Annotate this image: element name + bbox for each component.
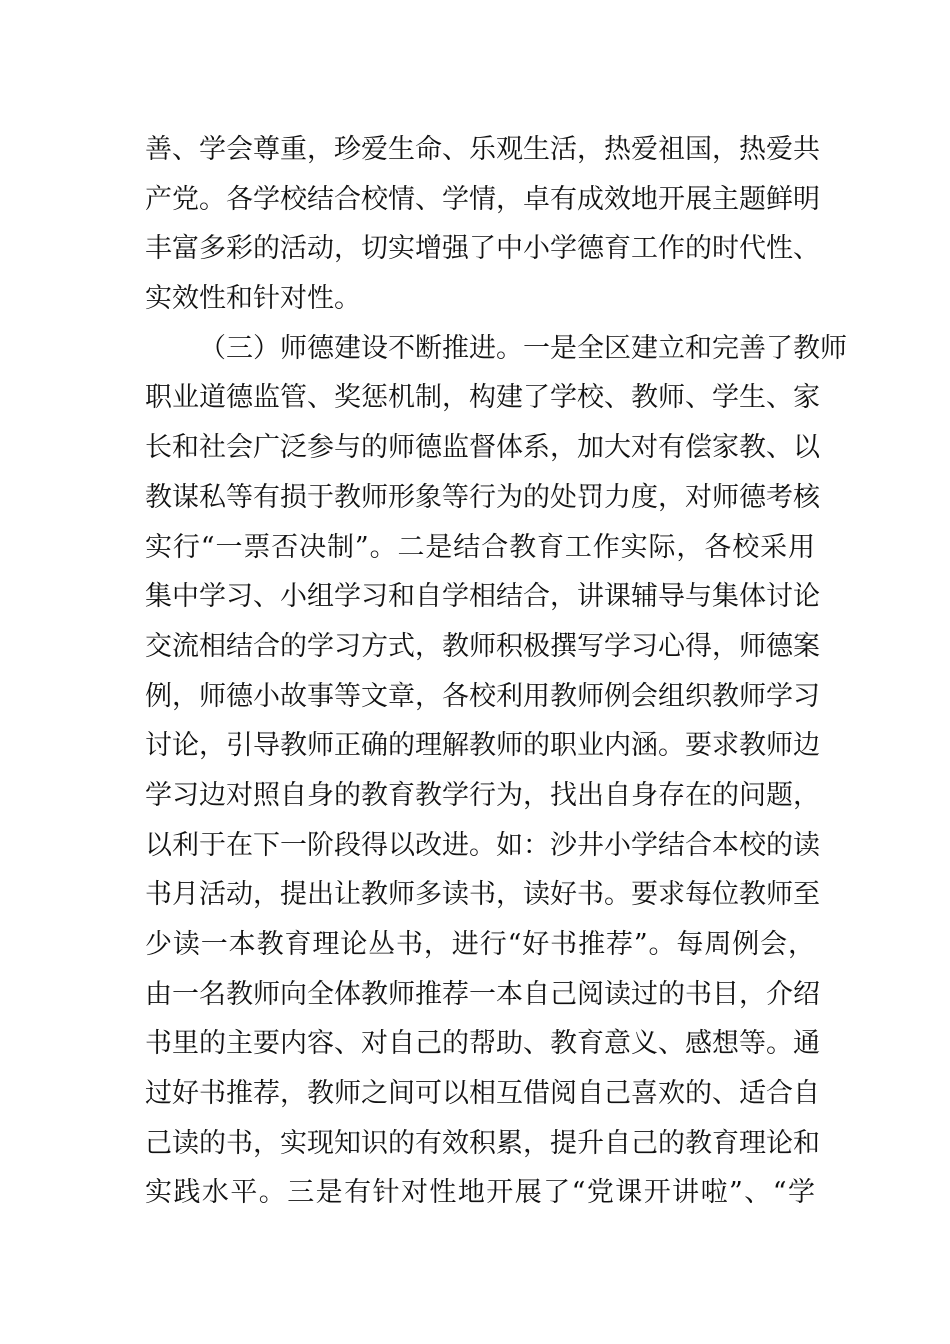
text-line: 实效性和针对性。 [145,283,361,315]
text-line: 集中学习、小组学习和自学相结合，讲课辅导与集体讨论 [145,581,820,613]
text-line: 少读一本教育理论丛书，进行“好书推荐”。每周例会， [145,929,815,960]
text-line: 由一名教师向全体教师推荐一本自己阅读过的书目，介绍 [145,978,820,1010]
text-line: 学习边对照自身的教育教学行为，找出自身存在的问题， [145,779,820,811]
document-body [145,125,847,1218]
text-line: 实践水平。三是有针对性地开展了“党课开讲啦”、“学 [145,1177,815,1209]
text-line: 以利于在下一阶段得以改进。如：沙井小学结合本校的读 [145,829,820,861]
text-line: 善、学会尊重，珍爱生命、乐观生活，热爱祖国，热爱共 [145,134,820,165]
text-line: 书里的主要内容、对自己的帮助、教育意义、感想等。通 [145,1028,820,1060]
paragraph-heading-line: （三）师德建设不断推进。一是全区建立和完善了教师 [199,332,847,364]
text-line: 例，师德小故事等文章，各校利用教师例会组织教师学习 [145,680,820,712]
text-line: 书月活动，提出让教师多读书，读好书。要求每位教师至 [145,879,820,911]
text-line: 职业道德监管、奖惩机制，构建了学校、教师、学生、家 [145,382,820,414]
text-line: 产党。各学校结合校情、学情，卓有成效地开展主题鲜明 [145,183,820,215]
text-line: 讨论，引导教师正确的理解教师的职业内涵。要求教师边 [145,730,820,762]
text-line: 丰富多彩的活动，切实增强了中小学德育工作的时代性、 [145,233,820,265]
text-line: 教谋私等有损于教师形象等行为的处罚力度，对师德考核 [145,481,820,513]
text-line: 己读的书，实现知识的有效积累，提升自己的教育理论和 [145,1127,820,1159]
text-line: 过好书推荐，教师之间可以相互借阅自己喜欢的、适合自 [145,1078,820,1110]
text-line: 交流相结合的学习方式，教师积极撰写学习心得，师德案 [145,630,820,662]
text-line: 实行“一票否决制”。二是结合教育工作实际，各校采用 [145,531,815,563]
text-line: 长和社会广泛参与的师德监督体系，加大对有偿家教、以 [145,432,820,464]
